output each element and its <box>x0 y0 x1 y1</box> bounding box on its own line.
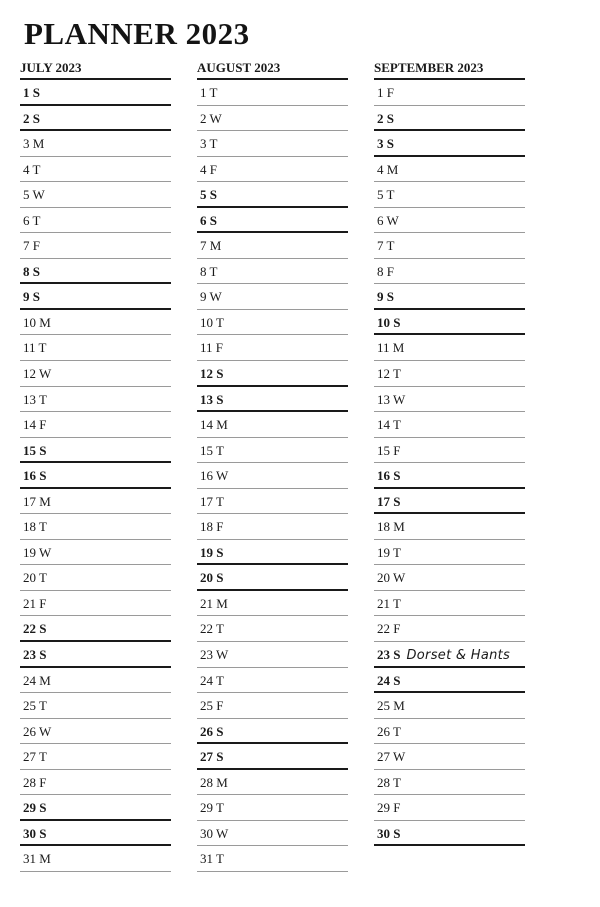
day-row[interactable] <box>374 821 525 847</box>
day-label: 23 S <box>23 647 47 663</box>
day-row[interactable] <box>374 208 525 234</box>
day-row[interactable] <box>20 157 171 183</box>
day-label: 29 S <box>23 800 47 816</box>
day-label: 7 M <box>200 238 222 254</box>
day-row[interactable] <box>20 719 171 745</box>
day-row[interactable] <box>20 361 171 387</box>
day-row[interactable] <box>374 182 525 208</box>
day-row[interactable] <box>197 795 348 821</box>
day-row[interactable] <box>374 310 525 336</box>
day-label: 14 T <box>377 417 401 433</box>
day-row[interactable] <box>374 335 525 361</box>
day-label: 9 S <box>377 289 394 305</box>
day-row[interactable] <box>20 80 171 106</box>
day-label: 29 T <box>200 800 224 816</box>
day-row[interactable] <box>197 616 348 642</box>
day-label: 24 S <box>377 672 401 688</box>
day-label: 6 T <box>23 212 41 228</box>
day-label: 15 T <box>200 442 224 458</box>
day-row[interactable] <box>20 412 171 438</box>
day-label: 1 S <box>23 85 40 100</box>
day-row[interactable] <box>197 335 348 361</box>
day-row[interactable] <box>197 106 348 132</box>
day-label: 5 W <box>23 187 45 203</box>
day-row[interactable] <box>374 412 525 438</box>
day-label: 19 S <box>200 544 224 560</box>
day-row[interactable] <box>20 131 171 157</box>
day-label: 21 T <box>377 595 401 611</box>
day-label: 7 T <box>377 238 395 254</box>
day-row[interactable] <box>374 463 525 489</box>
day-row[interactable] <box>374 795 525 821</box>
day-row[interactable] <box>20 463 171 489</box>
day-row[interactable] <box>374 770 525 796</box>
day-label: 29 F <box>377 800 401 816</box>
day-row[interactable] <box>20 182 171 208</box>
day-row[interactable] <box>197 284 348 310</box>
day-row[interactable] <box>374 744 525 770</box>
day-list <box>20 80 171 872</box>
day-row[interactable] <box>197 80 348 106</box>
day-label: 18 M <box>377 519 405 535</box>
day-row[interactable] <box>197 412 348 438</box>
month-header: SEPTEMBER 2023 <box>374 58 525 80</box>
day-row[interactable] <box>197 668 348 694</box>
day-label: 28 M <box>200 774 228 790</box>
day-label: 20 T <box>23 570 47 586</box>
day-row[interactable] <box>20 335 171 361</box>
day-label: 20 S <box>200 570 224 586</box>
day-label: 22 F <box>377 621 401 637</box>
day-label: 1 F <box>377 85 394 100</box>
day-label: 5 T <box>377 187 395 203</box>
day-row[interactable] <box>374 387 525 413</box>
day-row[interactable] <box>20 693 171 719</box>
day-row[interactable] <box>374 284 525 310</box>
day-label: 12 W <box>23 366 52 382</box>
day-label: 27 T <box>23 749 47 765</box>
day-row[interactable] <box>197 233 348 259</box>
day-row[interactable] <box>20 668 171 694</box>
day-list <box>374 80 525 846</box>
day-label: 28 T <box>377 774 401 790</box>
day-label: 3 M <box>23 136 45 152</box>
day-label: 30 S <box>377 825 401 841</box>
day-label: 23 S <box>377 647 401 663</box>
day-row[interactable] <box>374 489 525 515</box>
day-label: 22 S <box>23 621 47 637</box>
day-label: 4 T <box>23 161 41 177</box>
day-label: 16 S <box>377 468 401 484</box>
day-label: 26 S <box>200 723 224 739</box>
day-row[interactable] <box>20 795 171 821</box>
day-label: 2 S <box>23 110 40 126</box>
day-label: 30 S <box>23 825 47 841</box>
month-column-july <box>20 58 171 872</box>
day-row[interactable] <box>20 438 171 464</box>
day-label: 16 W <box>200 468 229 484</box>
day-label: 17 M <box>23 493 51 509</box>
day-label: 3 S <box>377 136 394 152</box>
day-label: 11 T <box>23 340 47 356</box>
day-row[interactable] <box>374 693 525 719</box>
page-title: PLANNER 2023 <box>24 16 250 51</box>
day-label: 21 F <box>23 595 47 611</box>
day-label: 13 S <box>200 391 224 407</box>
day-label: 8 T <box>200 263 218 279</box>
day-row[interactable] <box>197 463 348 489</box>
month-header: AUGUST 2023 <box>197 58 348 80</box>
day-row[interactable] <box>20 642 171 668</box>
day-row[interactable] <box>20 514 171 540</box>
day-row[interactable] <box>197 642 348 668</box>
month-column-august <box>197 58 348 872</box>
day-row[interactable] <box>374 565 525 591</box>
day-label: 31 M <box>23 851 51 867</box>
day-row[interactable] <box>20 233 171 259</box>
month-column-september <box>374 58 525 846</box>
day-label: 28 F <box>23 774 47 790</box>
day-row[interactable] <box>197 182 348 208</box>
day-row[interactable] <box>20 770 171 796</box>
day-label: 5 S <box>200 187 217 203</box>
day-row[interactable] <box>374 438 525 464</box>
day-label: 6 S <box>200 212 217 228</box>
day-label: 20 W <box>377 570 406 586</box>
day-list <box>197 80 348 872</box>
day-row[interactable] <box>20 591 171 617</box>
day-label: 26 T <box>377 723 401 739</box>
day-label: 25 F <box>200 698 224 714</box>
day-row[interactable] <box>374 361 525 387</box>
day-row[interactable] <box>197 208 348 234</box>
day-label: 9 S <box>23 289 40 305</box>
day-row[interactable] <box>374 80 525 106</box>
day-row[interactable] <box>20 387 171 413</box>
day-row[interactable] <box>20 821 171 847</box>
day-row[interactable] <box>197 514 348 540</box>
day-row[interactable] <box>374 540 525 566</box>
day-label: 24 T <box>200 672 224 688</box>
day-row[interactable] <box>197 846 348 872</box>
day-row[interactable] <box>197 310 348 336</box>
day-label: 19 W <box>23 544 52 560</box>
day-label: 13 T <box>23 391 47 407</box>
day-row[interactable] <box>20 259 171 285</box>
day-label: 27 W <box>377 749 406 765</box>
day-row[interactable] <box>197 591 348 617</box>
day-label: 24 M <box>23 672 51 688</box>
day-row[interactable] <box>20 106 171 132</box>
day-label: 14 M <box>200 417 228 433</box>
day-label: 30 W <box>200 825 229 841</box>
day-row[interactable] <box>374 668 525 694</box>
day-row[interactable] <box>20 208 171 234</box>
day-label: 7 F <box>23 238 40 254</box>
day-label: 14 F <box>23 417 47 433</box>
day-label: 31 T <box>200 851 224 867</box>
day-row[interactable] <box>374 591 525 617</box>
day-row[interactable] <box>197 744 348 770</box>
day-row[interactable] <box>197 131 348 157</box>
day-row[interactable] <box>374 719 525 745</box>
day-row[interactable] <box>197 259 348 285</box>
day-label: 13 W <box>377 391 406 407</box>
day-label: 17 S <box>377 493 401 509</box>
day-label: 15 F <box>377 442 401 458</box>
day-row[interactable] <box>374 514 525 540</box>
day-row[interactable] <box>20 310 171 336</box>
day-label: 21 M <box>200 595 228 611</box>
day-row[interactable] <box>374 157 525 183</box>
day-label: 27 S <box>200 749 224 765</box>
day-label: 25 T <box>23 698 47 714</box>
day-label: 3 T <box>200 136 218 152</box>
day-label: 15 S <box>23 442 47 458</box>
day-label: 25 M <box>377 698 405 714</box>
day-label: 22 T <box>200 621 224 637</box>
day-row[interactable] <box>20 565 171 591</box>
day-row[interactable] <box>374 259 525 285</box>
day-label: 23 W <box>200 647 229 663</box>
day-row[interactable] <box>197 565 348 591</box>
day-row[interactable] <box>197 157 348 183</box>
day-label: 4 M <box>377 161 399 177</box>
day-label: 18 F <box>200 519 224 535</box>
day-label: 10 M <box>23 314 51 330</box>
day-label: 10 S <box>377 314 401 330</box>
day-label: 11 F <box>200 340 223 356</box>
day-row[interactable] <box>197 770 348 796</box>
day-label: 8 F <box>377 263 394 279</box>
day-row[interactable] <box>374 131 525 157</box>
day-row[interactable] <box>374 106 525 132</box>
day-row[interactable] <box>20 540 171 566</box>
day-label: 1 T <box>200 85 218 100</box>
day-row[interactable] <box>374 616 525 642</box>
day-label: 2 W <box>200 110 222 126</box>
day-row[interactable] <box>20 744 171 770</box>
day-row[interactable] <box>197 438 348 464</box>
day-row[interactable] <box>20 846 171 872</box>
day-row[interactable] <box>197 540 348 566</box>
day-label: 18 T <box>23 519 47 535</box>
day-row[interactable] <box>197 387 348 413</box>
day-row[interactable] <box>20 489 171 515</box>
day-label: 2 S <box>377 110 394 126</box>
day-label: 12 S <box>200 366 224 382</box>
day-row[interactable] <box>197 489 348 515</box>
day-row[interactable] <box>197 821 348 847</box>
day-label: 19 T <box>377 544 401 560</box>
day-note: Dorset & Hants <box>406 648 511 664</box>
day-row[interactable] <box>374 642 525 668</box>
day-label: 4 F <box>200 161 217 177</box>
day-label: 9 W <box>200 289 222 305</box>
day-row[interactable] <box>197 693 348 719</box>
day-label: 26 W <box>23 723 52 739</box>
day-label: 6 W <box>377 212 399 228</box>
day-label: 16 S <box>23 468 47 484</box>
day-label: 8 S <box>23 263 40 279</box>
day-row[interactable] <box>20 284 171 310</box>
day-row[interactable] <box>197 361 348 387</box>
day-row[interactable] <box>20 616 171 642</box>
day-label: 10 T <box>200 314 224 330</box>
day-label: 12 T <box>377 366 401 382</box>
day-row[interactable] <box>374 233 525 259</box>
day-label: 17 T <box>200 493 224 509</box>
day-row[interactable] <box>197 719 348 745</box>
day-label: 11 M <box>377 340 405 356</box>
month-header: JULY 2023 <box>20 58 171 80</box>
